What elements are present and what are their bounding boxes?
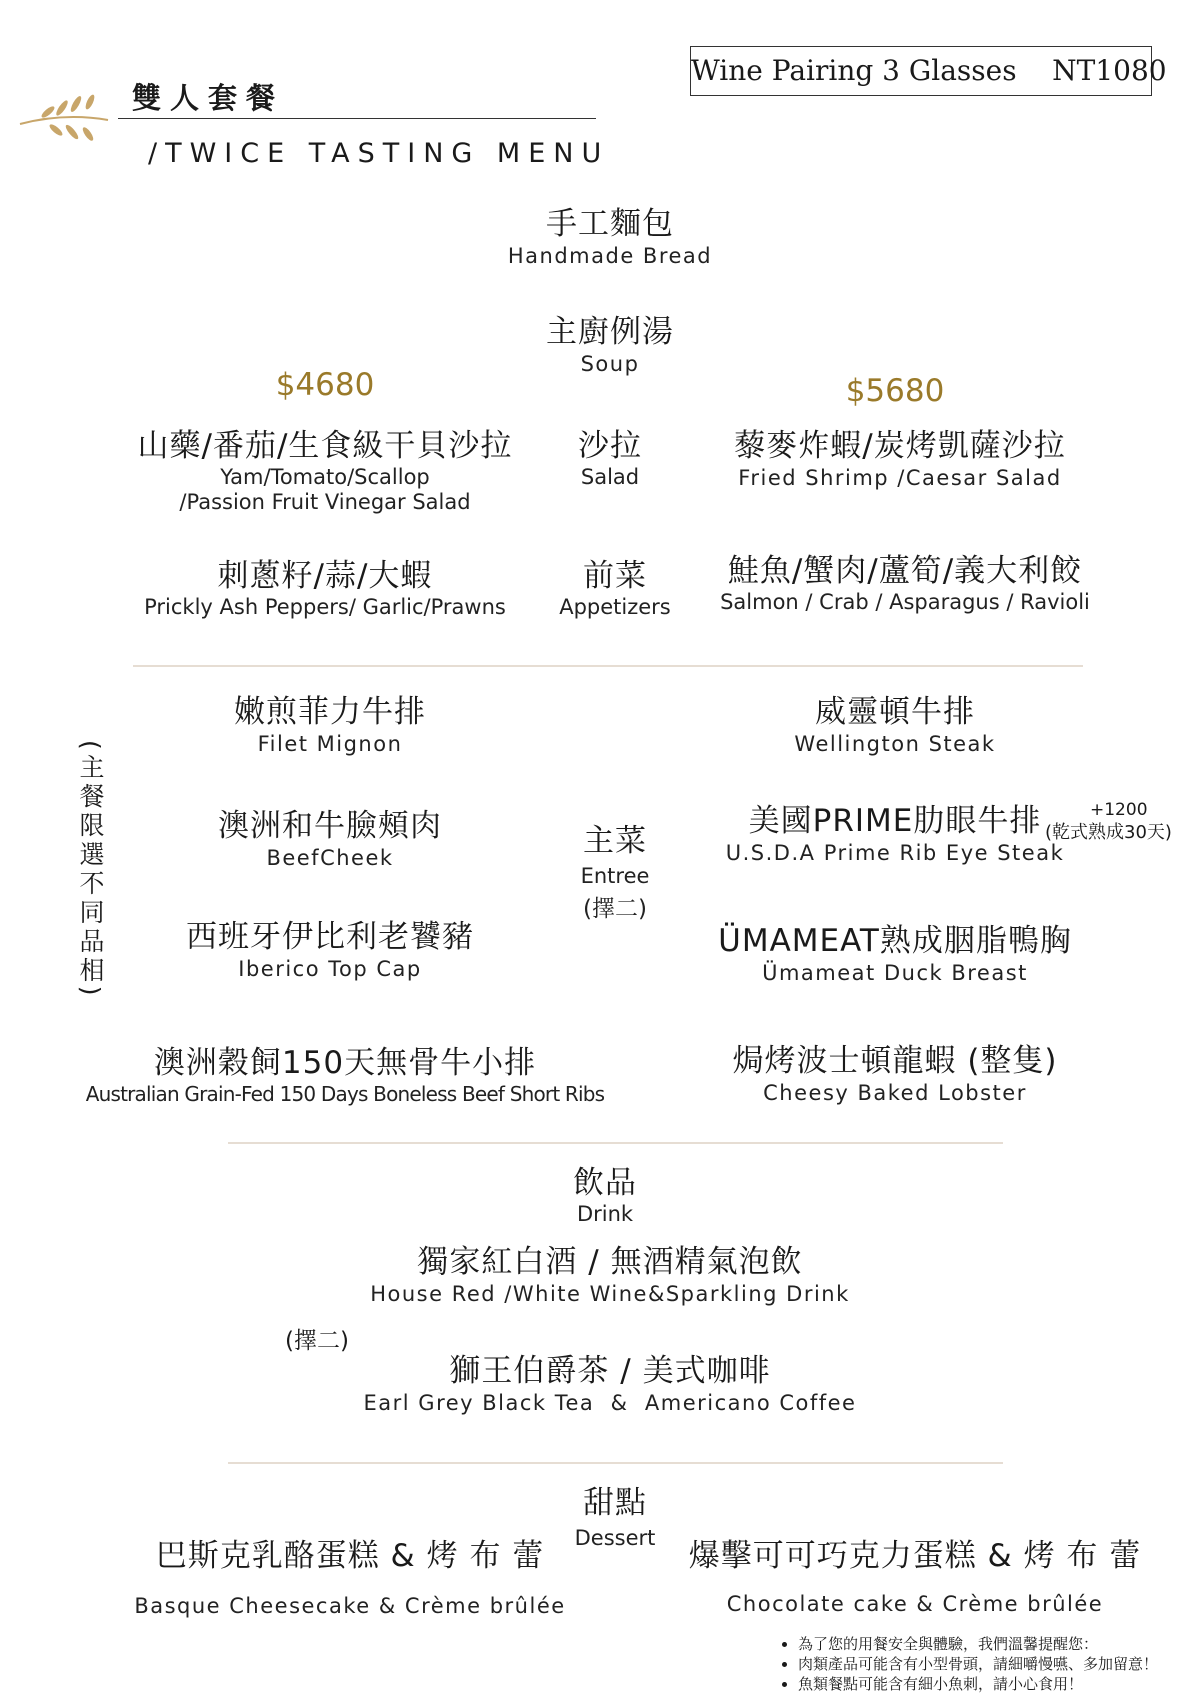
appetizer-label-zh: 前菜: [583, 558, 647, 594]
section-divider: [133, 665, 1083, 667]
entree-right-en: Cheesy Baked Lobster: [763, 1081, 1027, 1105]
appetizer-right-zh: 鮭魚/蟹肉/蘆筍/義大利餃: [727, 553, 1083, 589]
safety-notes: [780, 1634, 1158, 1694]
note-item: • 魚類餐點可能含有細小魚刺，請小心食用！: [798, 1674, 1158, 1694]
note-item: • 肉類產品可能含有小型骨頭，請細嚼慢嚥、多加留意！: [798, 1654, 1158, 1674]
salad-right-en: Fried Shrimp /Caesar Salad: [738, 466, 1062, 490]
dessert-left: [110, 1537, 590, 1619]
entree-left-zh: 澳洲穀飼150天無骨牛小排: [153, 1045, 537, 1081]
salad-label: [540, 427, 680, 490]
appetizer-left: [95, 557, 555, 620]
bread-zh: 手工麵包: [546, 206, 674, 242]
entree-left-item: [130, 693, 530, 757]
entree-left-item: [80, 1044, 610, 1107]
appetizer-label-en: Appetizers: [559, 595, 671, 619]
entree-right-en: U.S.D.A Prime Rib Eye Steak: [725, 841, 1065, 865]
appetizer-left-en: Prickly Ash Peppers/ Garlic/Prawns: [144, 595, 506, 619]
soup-course: [460, 313, 760, 377]
entree-left-en: Iberico Top Cap: [238, 957, 422, 981]
entree-left-en: Filet Mignon: [257, 732, 403, 756]
soup-zh: 主廚例湯: [546, 314, 674, 350]
drink-label: [530, 1164, 680, 1227]
entree-left-en: BeefCheek: [266, 846, 394, 870]
drink-item1-zh: 獨家紅白酒 / 無酒精氣泡飲: [417, 1244, 803, 1280]
price-left: $4680: [275, 367, 375, 403]
entree-left-zh: 嫩煎菲力牛排: [234, 694, 426, 730]
entree-vertical-note: (主餐限選不同品相): [76, 740, 105, 1000]
note-item: • 為了您的用餐安全與體驗，我們溫馨提醒您：: [798, 1634, 1158, 1654]
section-divider: [228, 1142, 1003, 1144]
entree-left-item: [130, 918, 530, 982]
dessert-label-zh: 甜點: [583, 1485, 647, 1521]
salad-left-en1: Yam/Tomato/Scallop: [220, 465, 430, 489]
entree-right-zh: ÜMAMEAT熟成胭脂鴨胸: [718, 923, 1072, 959]
entree-label: [540, 822, 690, 922]
dessert-right-zh: 爆擊可可巧克力蛋糕 & 烤 布 蕾: [688, 1538, 1142, 1574]
entree-label-en: Entree: [580, 864, 650, 888]
drink-item: [300, 1352, 920, 1416]
salad-label-zh: 沙拉: [578, 428, 642, 464]
drink-item2-zh: 獅王伯爵茶 / 美式咖啡: [449, 1353, 771, 1389]
surcharge-label: +1200: [1090, 800, 1148, 820]
salad-right: [680, 427, 1120, 491]
entree-right-zh: 焗烤波士頓龍蝦 (整隻): [732, 1043, 1058, 1079]
menu-subtitle: /TWICE TASTING MENU: [148, 138, 610, 169]
appetizer-label: [535, 557, 695, 620]
salad-right-zh: 藜麥炸蝦/炭烤凱薩沙拉: [734, 428, 1066, 464]
bread-en: Handmade Bread: [507, 244, 713, 268]
entree-left-zh: 澳洲和牛臉頰肉: [218, 808, 442, 844]
soup-en: Soup: [580, 352, 640, 376]
entree-left-zh: 西班牙伊比利老饕豬: [186, 919, 474, 955]
bread-course: [460, 205, 760, 269]
drink-choose: (擇二): [285, 1328, 349, 1354]
dessert-right: [675, 1537, 1155, 1617]
appetizer-left-zh: 刺蔥籽/蒜/大蝦: [217, 558, 433, 594]
appetizer-right-en: Salmon / Crab / Asparagus / Ravioli: [720, 590, 1090, 614]
drink-label-zh: 飲品: [573, 1165, 637, 1201]
entree-right-en: Wellington Steak: [794, 732, 996, 756]
menu-title: 雙人套餐: [132, 81, 285, 115]
entree-right-item: [690, 922, 1100, 986]
drink-item: [300, 1243, 920, 1307]
entree-right-item: [690, 802, 1100, 866]
dessert-label-en: Dessert: [574, 1526, 656, 1550]
entree-right-en: Ümameat Duck Breast: [762, 961, 1028, 985]
entree-right-item: [690, 1042, 1100, 1106]
entree-right-item: [690, 693, 1100, 757]
dessert-left-en: Basque Cheesecake & Crème brûlée: [134, 1594, 566, 1618]
entree-label-zh: 主菜: [583, 823, 647, 859]
leaf-branch-icon: [18, 92, 110, 148]
salad-left: [80, 427, 570, 515]
salad-left-en2: /Passion Fruit Vinegar Salad: [179, 490, 471, 514]
price-right: $5680: [845, 373, 945, 409]
entree-left-en: Australian Grain-Fed 150 Days Boneless Beef Short Ribs: [85, 1082, 605, 1106]
drink-item2-en: Earl Grey Black Tea & Americano Coffee: [363, 1391, 857, 1415]
dessert-right-en: Chocolate cake & Crème brûlée: [726, 1592, 1104, 1616]
salad-left-zh: 山藥/番茄/生食級干貝沙拉: [137, 428, 513, 464]
wine-pairing-box: Wine Pairing 3 Glasses NT1080: [690, 46, 1152, 96]
entree-label-choose: (擇二): [583, 896, 647, 922]
drink-label-en: Drink: [576, 1202, 634, 1226]
entree-left-item: [130, 807, 530, 871]
appetizer-right: [700, 552, 1110, 615]
dry-aged-note: (乾式熟成30天): [1045, 822, 1172, 843]
title-divider: [118, 118, 596, 119]
dessert-left-zh: 巴斯克乳酪蛋糕 & 烤 布 蕾: [155, 1538, 545, 1574]
entree-right-zh: 美國PRIME肋眼牛排: [748, 803, 1042, 839]
salad-label-en: Salad: [580, 465, 640, 489]
section-divider: [228, 1462, 1003, 1464]
entree-right-zh: 威靈頓牛排: [815, 694, 975, 730]
drink-item1-en: House Red /White Wine&Sparkling Drink: [370, 1282, 850, 1306]
